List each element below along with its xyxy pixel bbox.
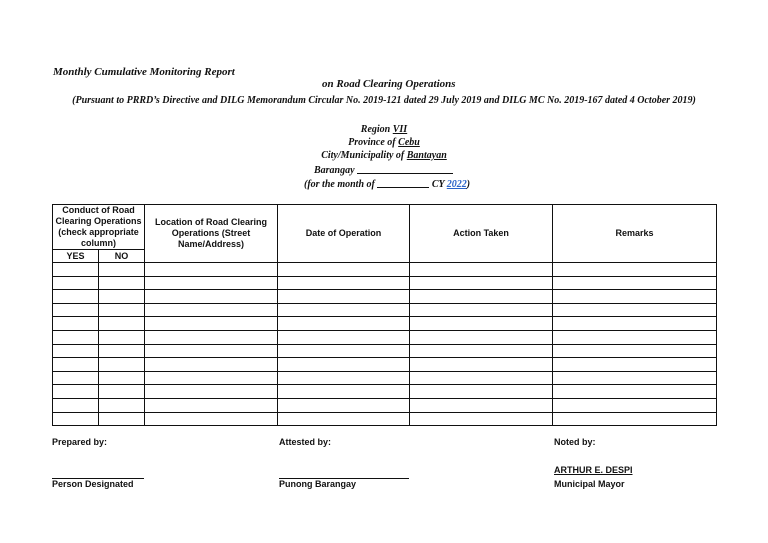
header-action: Action Taken [410,205,553,263]
cell-yes[interactable] [53,371,99,385]
cell-date[interactable] [278,344,410,358]
table-row [53,412,717,426]
barangay-line [314,163,453,176]
cell-location[interactable] [145,330,278,344]
header-date: Date of Operation [278,205,410,263]
cell-remarks[interactable] [553,371,717,385]
table-body [53,263,717,426]
cell-no[interactable] [99,358,145,372]
noted-title: Municipal Mayor [554,479,625,489]
month-label: (for the month of [304,179,378,190]
header-yes: YES [53,250,99,263]
cell-no[interactable] [99,317,145,331]
cell-no[interactable] [99,303,145,317]
cell-yes[interactable] [53,412,99,426]
prepared-name: Person Designated [52,479,134,489]
cell-date[interactable] [278,398,410,412]
cell-yes[interactable] [53,263,99,277]
cell-yes[interactable] [53,358,99,372]
cell-location[interactable] [145,385,278,399]
cell-remarks[interactable] [553,303,717,317]
cell-date[interactable] [278,412,410,426]
noted-person: ARTHUR E. DESPI [554,465,633,475]
cell-no[interactable] [99,385,145,399]
cell-date[interactable] [278,371,410,385]
cell-no[interactable] [99,398,145,412]
cell-remarks[interactable] [553,385,717,399]
cell-remarks[interactable] [553,358,717,372]
cell-action[interactable] [410,290,553,304]
cell-action[interactable] [410,303,553,317]
cell-no[interactable] [99,276,145,290]
cell-action[interactable] [410,412,553,426]
cell-no[interactable] [99,344,145,358]
table-row [53,290,717,304]
prepared-label: Prepared by: [52,437,108,447]
province-line [0,137,768,148]
cell-yes[interactable] [53,303,99,317]
city-value: Bantayan [406,150,447,161]
month-suffix: ) [466,179,471,190]
cell-action[interactable] [410,263,553,277]
cell-date[interactable] [278,303,410,317]
header-no: NO [99,250,145,263]
barangay-blank[interactable] [357,163,453,174]
cell-location[interactable] [145,344,278,358]
region-value: VII [392,124,408,135]
cell-date[interactable] [278,358,410,372]
cell-action[interactable] [410,344,553,358]
cell-yes[interactable] [53,398,99,412]
cell-no[interactable] [99,371,145,385]
table-row [53,276,717,290]
table-row [53,303,717,317]
cell-remarks[interactable] [553,317,717,331]
cell-action[interactable] [410,371,553,385]
cell-remarks[interactable] [553,290,717,304]
cell-action[interactable] [410,398,553,412]
cell-no[interactable] [99,412,145,426]
cell-date[interactable] [278,330,410,344]
attested-label: Attested by: [279,437,332,447]
cell-action[interactable] [410,317,553,331]
cell-location[interactable] [145,358,278,372]
cell-remarks[interactable] [553,398,717,412]
monitoring-table [52,204,717,426]
table-row [53,385,717,399]
attested-name: Punong Barangay [279,479,357,489]
cell-date[interactable] [278,385,410,399]
cell-action[interactable] [410,330,553,344]
cell-yes[interactable] [53,276,99,290]
cell-location[interactable] [145,290,278,304]
cell-yes[interactable] [53,344,99,358]
cell-yes[interactable] [53,290,99,304]
cell-location[interactable] [145,317,278,331]
cell-location[interactable] [145,263,278,277]
cell-yes[interactable] [53,330,99,344]
table-row [53,263,717,277]
cell-action[interactable] [410,358,553,372]
table-row [53,344,717,358]
cell-no[interactable] [99,330,145,344]
table-row [53,330,717,344]
cell-date[interactable] [278,290,410,304]
province-value: Cebu [398,137,420,148]
cell-yes[interactable] [53,317,99,331]
report-title: Monthly Cumulative Monitoring Report [53,66,235,78]
table-row [53,371,717,385]
header-location: Location of Road Clearing Operations (Street Name/Address) [145,205,278,263]
cell-remarks[interactable] [553,263,717,277]
city-line [0,150,768,161]
cell-location[interactable] [145,371,278,385]
month-blank[interactable] [377,177,429,188]
cell-remarks[interactable] [553,412,717,426]
province-label: Province of [348,137,399,148]
cell-action[interactable] [410,276,553,290]
cell-date[interactable] [278,263,410,277]
report-subtitle: on Road Clearing Operations [322,78,456,90]
header-conduct: Conduct of Road Clearing Operations (check appropriate column) [53,205,145,250]
noted-label: Noted by: [554,437,596,447]
cy-value: 2022 [446,179,467,190]
cell-location[interactable] [145,303,278,317]
cell-remarks[interactable] [553,330,717,344]
cell-date[interactable] [278,276,410,290]
cell-location[interactable] [145,398,278,412]
header-remarks: Remarks [553,205,717,263]
month-line [304,177,470,190]
region-line [0,124,768,135]
region-label: Region [360,124,393,135]
cy-label: CY [429,179,447,190]
cell-remarks[interactable] [553,276,717,290]
cell-location[interactable] [145,412,278,426]
cell-no[interactable] [99,263,145,277]
cell-action[interactable] [410,385,553,399]
cell-location[interactable] [145,276,278,290]
cell-remarks[interactable] [553,344,717,358]
city-label: City/Municipality of [321,150,407,161]
table-row [53,358,717,372]
cell-no[interactable] [99,290,145,304]
cell-yes[interactable] [53,385,99,399]
table-row [53,398,717,412]
table-row [53,317,717,331]
barangay-label: Barangay [314,165,358,176]
pursuant-note: (Pursuant to PRRD’s Directive and DILG Memorandum Circular No. 2019-121 dated 29 July 2019 and DILG MC No. 2019-167 dated 4 October 2019) [72,95,696,106]
cell-date[interactable] [278,317,410,331]
